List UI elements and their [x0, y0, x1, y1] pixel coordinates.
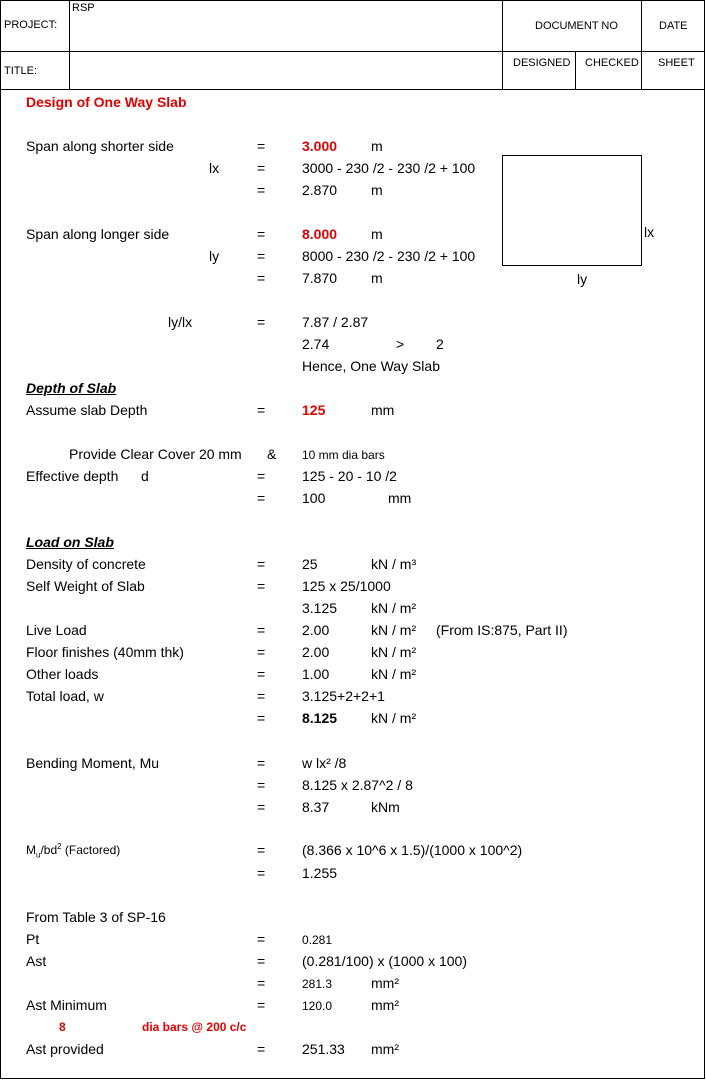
- header-col-line: [641, 0, 642, 89]
- bar-diameter: 8: [59, 1020, 66, 1034]
- equals-sign: =: [257, 799, 266, 815]
- lx-label: lx: [209, 160, 220, 176]
- self-weight-calc: 125 x 25/1000: [302, 578, 391, 594]
- effective-depth-value: 100: [302, 490, 326, 506]
- moment-unit: kNm: [371, 799, 400, 815]
- header-bottom-line: [0, 89, 705, 90]
- self-weight-label: Self Weight of Slab: [26, 578, 145, 594]
- unit-mm: mm: [371, 402, 395, 418]
- equals-sign: =: [257, 314, 266, 330]
- ast-min-value: 120.0: [302, 999, 333, 1013]
- effective-depth-calc: 125 - 20 - 10 /2: [302, 468, 397, 484]
- equals-sign: =: [257, 138, 266, 154]
- equals-sign: =: [257, 931, 266, 947]
- lx-value: 2.870: [302, 182, 338, 198]
- longer-span-value: 8.000: [302, 226, 338, 242]
- effective-depth-label: Effective depth: [26, 468, 119, 484]
- ratio-limit: 2: [436, 336, 444, 352]
- ly-calc: 8000 - 230 /2 - 230 /2 + 100: [302, 248, 476, 264]
- ratio-value: 2.74: [302, 336, 330, 352]
- header-col-line: [502, 0, 503, 89]
- live-load-note: (From IS:875, Part II): [436, 622, 568, 638]
- ast-calc: (0.281/100) x (1000 x 100): [302, 953, 467, 969]
- unit-m: m: [371, 226, 383, 242]
- live-load-value: 2.00: [302, 622, 330, 638]
- ast-provided-label: Ast provided: [26, 1041, 104, 1057]
- unit-kn-m2: kN / m²: [371, 644, 417, 660]
- floor-finish-label: Floor finishes (40mm thk): [26, 644, 184, 660]
- equals-sign: =: [257, 1041, 266, 1057]
- live-load-label: Live Load: [26, 622, 87, 638]
- density-label: Density of concrete: [26, 556, 146, 572]
- other-loads-label: Other loads: [26, 666, 99, 682]
- ly-value: 7.870: [302, 270, 338, 286]
- ast-provided-value: 251.33: [302, 1041, 345, 1057]
- equals-sign: =: [257, 270, 266, 286]
- longer-span-label: Span along longer side: [26, 226, 170, 242]
- diagram-ly-label: ly: [577, 271, 588, 287]
- ampersand: &: [267, 446, 277, 462]
- assume-depth-value: 125: [302, 402, 326, 418]
- equals-sign: =: [257, 953, 266, 969]
- ast-min-label: Ast Minimum: [26, 997, 107, 1013]
- header-col-line: [69, 0, 70, 89]
- date-header: DATE: [659, 20, 688, 32]
- equals-sign: =: [257, 490, 266, 506]
- designed-header: DESIGNED: [513, 57, 571, 69]
- equals-sign: =: [257, 755, 266, 771]
- ratio-label: ly/lx: [168, 314, 193, 330]
- bar-spacing: dia bars @ 200 c/c: [142, 1020, 247, 1034]
- equals-sign: =: [257, 578, 266, 594]
- unit-mm2: mm²: [371, 997, 399, 1013]
- bar-dia-label: 10 mm dia bars: [302, 448, 385, 462]
- unit-kn-m2: kN / m²: [371, 710, 417, 726]
- moment-calc: 8.125 x 2.87^2 / 8: [302, 777, 413, 793]
- title-label: TITLE:: [4, 65, 38, 77]
- equals-sign: =: [257, 402, 266, 418]
- shorter-span-label: Span along shorter side: [26, 138, 174, 154]
- unit-kn-m2: kN / m²: [371, 666, 417, 682]
- ratio-calc: 7.87 / 2.87: [302, 314, 369, 330]
- unit-m: m: [371, 182, 383, 198]
- bending-moment-label: Bending Moment, Mu: [26, 755, 160, 771]
- page-title: Design of One Way Slab: [26, 94, 187, 110]
- diagram-lx-label: lx: [644, 224, 655, 240]
- header-col-line: [575, 51, 576, 89]
- project-label: PROJECT:: [4, 19, 58, 31]
- depth-heading: Depth of Slab: [26, 380, 117, 396]
- project-value: RSP: [72, 2, 95, 14]
- total-load-calc: 3.125+2+2+1: [302, 688, 385, 704]
- unit-m: m: [371, 270, 383, 286]
- unit-mm2: mm²: [371, 1041, 399, 1057]
- floor-finish-value: 2.00: [302, 644, 330, 660]
- equals-sign: =: [257, 666, 266, 682]
- table-reference: From Table 3 of SP-16: [26, 909, 166, 925]
- shorter-span-value: 3.000: [302, 138, 338, 154]
- checked-header: CHECKED: [585, 57, 639, 69]
- equals-sign: =: [257, 997, 266, 1013]
- equals-sign: =: [257, 248, 266, 264]
- unit-kn-m2: kN / m²: [371, 600, 417, 616]
- unit-mm2: mm²: [371, 975, 399, 991]
- document-no-header: DOCUMENT NO: [535, 20, 618, 32]
- greater-than: >: [396, 336, 405, 352]
- d-label: d: [141, 468, 149, 484]
- unit-mm: mm: [388, 490, 412, 506]
- mu-bd2-label: $M_u/bd^2$ (Factored): [26, 842, 121, 860]
- slab-diagram: [502, 155, 642, 266]
- equals-sign: =: [257, 182, 266, 198]
- clear-cover-label: Provide Clear Cover 20 mm: [69, 446, 242, 462]
- unit-m: m: [371, 138, 383, 154]
- total-load-label: Total load, w: [26, 688, 104, 704]
- moment-value: 8.37: [302, 799, 330, 815]
- ast-label: Ast: [26, 953, 47, 969]
- equals-sign: =: [257, 556, 266, 572]
- mu-bd2-value: 1.255: [302, 865, 338, 881]
- equals-sign: =: [257, 842, 266, 858]
- density-value: 25: [302, 556, 318, 572]
- lx-calc: 3000 - 230 /2 - 230 /2 + 100: [302, 160, 476, 176]
- header-divider: [0, 51, 705, 52]
- sheet-header: SHEET: [658, 57, 695, 69]
- other-loads-value: 1.00: [302, 666, 330, 682]
- equals-sign: =: [257, 644, 266, 660]
- equals-sign: =: [257, 622, 266, 638]
- pt-label: Pt: [26, 931, 40, 947]
- assume-depth-label: Assume slab Depth: [26, 402, 148, 418]
- self-weight-value: 3.125: [302, 600, 338, 616]
- pt-value: 0.281: [302, 933, 333, 947]
- ly-label: ly: [209, 248, 220, 264]
- equals-sign: =: [257, 777, 266, 793]
- unit-kn-m2: kN / m²: [371, 622, 417, 638]
- equals-sign: =: [257, 975, 266, 991]
- density-unit: kN / m³: [371, 556, 417, 572]
- conclusion: Hence, One Way Slab: [302, 358, 440, 374]
- moment-formula: w lx² /8: [302, 755, 347, 771]
- mu-bd2-calc: (8.366 x 10^6 x 1.5)/(1000 x 100^2): [302, 842, 523, 858]
- equals-sign: =: [257, 468, 266, 484]
- equals-sign: =: [257, 865, 266, 881]
- total-load-value: 8.125: [302, 710, 338, 726]
- load-heading: Load on Slab: [26, 534, 114, 550]
- ast-value: 281.3: [302, 977, 333, 991]
- equals-sign: =: [257, 710, 266, 726]
- equals-sign: =: [257, 688, 266, 704]
- equals-sign: =: [257, 226, 266, 242]
- equals-sign: =: [257, 160, 266, 176]
